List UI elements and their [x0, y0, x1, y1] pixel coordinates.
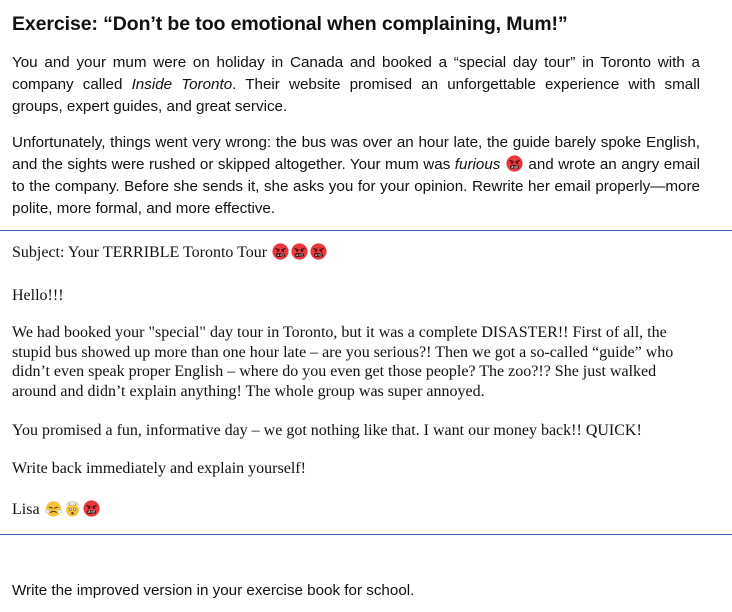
cursing-face-icon	[272, 243, 289, 260]
cursing-face-icon	[83, 500, 100, 517]
cursing-face-icon	[506, 155, 523, 172]
email-body: We had booked your "special" day tour in Toronto, but it was a complete DISASTER!! First of all, the stupid bus showed up more than one hour late – are you serious?! Then we got a so-called “guide” who didn’t even speak proper English – where do you even get those people? The zoo?!? She just walked around and didn’t explain anything! The whole group was super annoyed.	[12, 324, 674, 400]
exercise-title: Exercise: “Don’t be too emotional when complaining, Mum!”	[12, 13, 568, 35]
email-signature	[12, 500, 702, 520]
intro-text-2: . Their website promised an unforgettable experience with small groups, expert guides, and great service.	[12, 76, 700, 115]
cursing-face-icon	[291, 243, 308, 260]
footer-instruction: Write the improved version in your exercise book for school.	[12, 582, 415, 599]
cursing-face-icon	[310, 243, 327, 260]
signature-name: Lisa	[12, 501, 40, 518]
email-subject-text: Subject: Your TERRIBLE Toronto Tour	[12, 244, 268, 261]
intro-text-1: You and your mum were on holiday in Canada and booked a “special day tour” in Toronto with a company called	[12, 54, 700, 93]
divider-top	[0, 230, 732, 231]
problem-text-2: and wrote an angry email to the company. Before she sends it, she asks you for your opinion. Rewrite her email properly—more polite, more formal, and more effective.	[12, 156, 700, 217]
email-subject	[12, 243, 702, 263]
intro-paragraph	[12, 52, 700, 118]
divider-bottom	[0, 534, 732, 535]
company-name: Inside Toronto	[131, 76, 233, 93]
steaming-face-icon	[45, 500, 62, 517]
exploding-head-icon	[64, 500, 81, 517]
email-demand-line: Write back immediately and explain yourself!	[12, 460, 306, 477]
problem-paragraph	[12, 132, 700, 220]
email-promise-line: You promised a fun, informative day – we got nothing like that. I want our money back!! QUICK!	[12, 422, 642, 439]
problem-text-1: Unfortunately, things went very wrong: the bus was over an hour late, the guide barely spoke English, and the sights were rushed or skipped altogether. Your mum was	[12, 134, 700, 173]
furious-word: furious	[454, 156, 501, 173]
email-greeting: Hello!!!	[12, 287, 64, 304]
